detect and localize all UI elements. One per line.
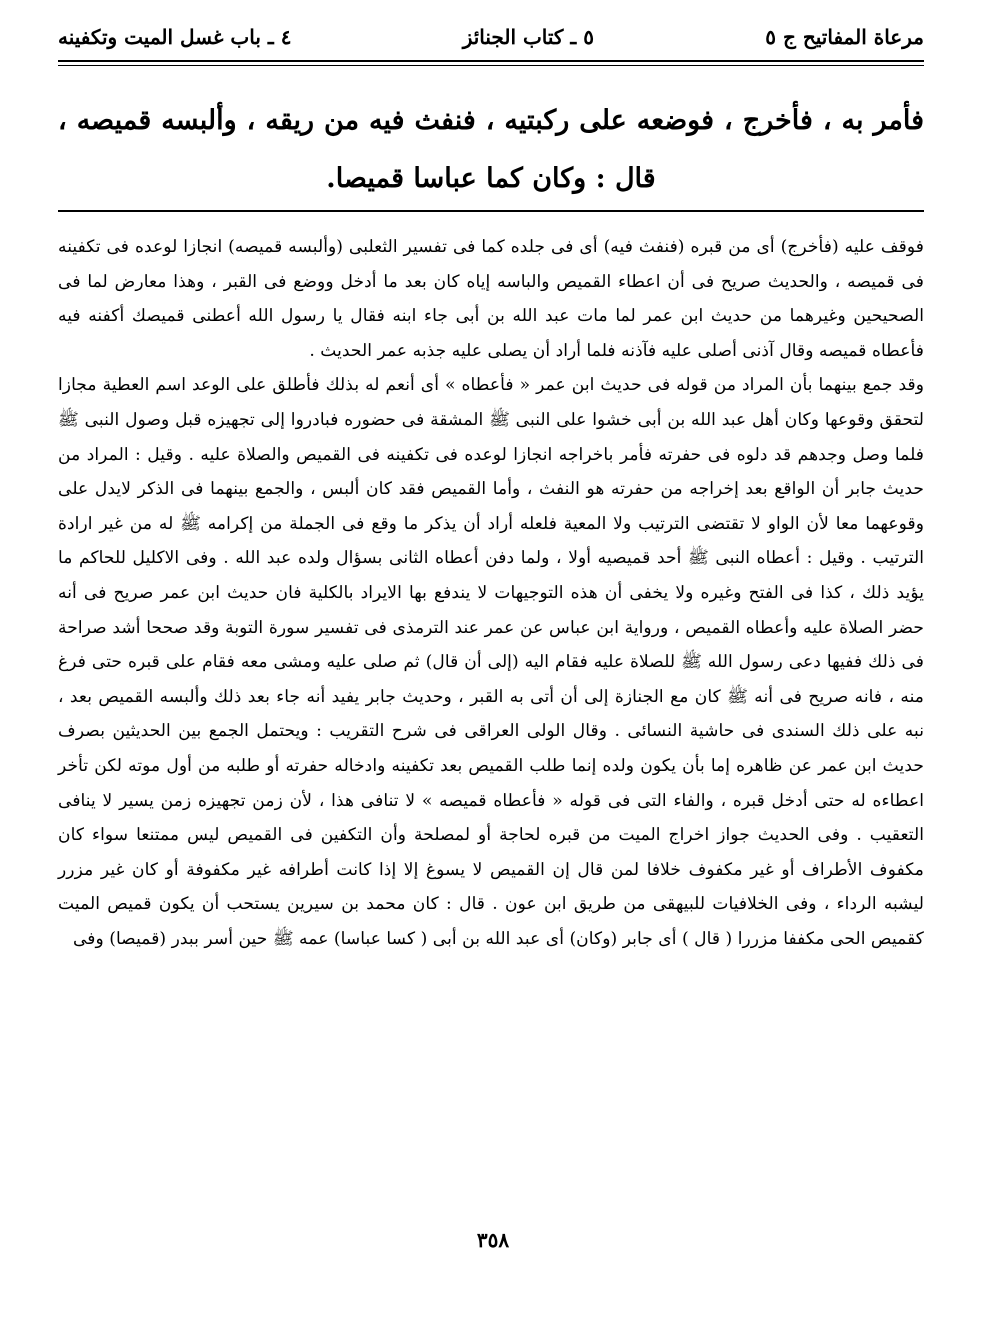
hadith-text: فأمر به ، فأخرج ، فوضعه على ركبتيه ، فنفث فيه من ريقه ، وألبسه قميصه ، قال : وكان كما عباسا قميصا. [58,105,924,194]
commentary-paragraph: فوقف عليه (فأخرج) أى من قبره (فنفث فيه) أى فى جلده كما فى تفسير الثعلبى (وألبسه قميصه) انجازا لوعده فى تكفينه فى قميصه ، والحديث صريح فى أن اعطاء القميص والباسه إياه كان بعد ما أدخل ووضع فى القبر ، وهذا معارض لما فى الصحيحين وغيرهما من حديث ابن عمر لما مات عبد الله بن أبى جاء ابنه فقال يا رسول الله أعطنى قميصك أكفنه فيه فأعطاه قميصه وقال آذنى أصلى عليه فآذنه فلما أراد أن يصلى عليه جذبه عمر الحديث . [58,237,924,361]
page-number: ٣٥٨ [476,1228,510,1252]
running-header [58,14,924,60]
header-rule-thin [58,65,924,66]
header-book-volume: مرعاة المفاتيح ج ٥ [765,25,924,49]
section-separator [58,210,924,212]
commentary-paragraph: وقد جمع بينهما بأن المراد من قوله فى حديث ابن عمر « فأعطاه » أى أنعم له بذلك فأطلق على الوعد اسم العطية مجازا لتحقق وقوعها وكان أهل عبد الله بن أبى خشوا على النبى ﷺ المشقة فى حضوره فبادروا إلى تجهيزه قبل وصول النبى ﷺ فلما وصل وجدهم قد دلوه فى حفرته فأمر باخراجه انجازا لوعده فى تكفينه فى القميص والصلاة عليه . وقيل : المراد من حديث جابر أن الواقع بعد إخراجه من حفرته هو النفث ، وأما القميص فقد كان ألبس ، والجمع بينهما فى الذكر لايدل على وقوعهما معا لأن الواو لا تقتضى الترتيب ولا المعية فلعله أراد أن يذكر ما وقع فى الجملة من إكرامه ﷺ له من غير ارادة الترتيب . وقيل : أعطاه النبى ﷺ أحد قميصيه أولا ، ولما دفن أعطاه الثانى بسؤال ولده عبد الله . وفى الاكليل للحاكم ما يؤيد ذلك ، كذا فى الفتح وغيره ولا يخفى أن هذه التوجيهات لا يندفع بها الايراد بالكلية فان حديث ابن عمر صريح فى أنه حضر الصلاة عليه وأعطاه القميص ، ورواية ابن عباس عن عمر عند الترمذى فى تفسير سورة التوبة وقد صححا أشد صراحة فى ذلك ففيها دعى رسول الله ﷺ للصلاة عليه فقام اليه (إلى أن قال) ثم صلى عليه ومشى معه فقام على قبره حتى فرغ منه ، فانه صريح فى أنه ﷺ كان مع الجنازة إلى أن أتى به القبر ، وحديث جابر يفيد أنه جاء بعد ذلك وألبسه القميص بعد ، نبه على ذلك السندى فى حاشية النسائى . وقال الولى العراقى فى شرح التقريب : ويحتمل الجمع بين الحديثين بصرف حديث ابن عمر عن ظاهره إما بأن يكون ولده إنما طلب القميص بعد تكفينه وادخاله حفرته أو طلبه من أول موته لكن تأخر اعطاءه له حتى أدخل قبره ، والفاء التى فى قوله « فأعطاه قميصه » لا تنافى هذا ، لأن زمن تجهيزه زمن يسير لا ينافى التعقيب . وفى الحديث جواز اخراج الميت من قبره لحاجة أو لمصلحة وأن التكفين فى القميص ليس ممتنعا سواء كان مكفوف الأطراف أو غير مكفوف خلافا لمن قال إن القميص لا يسوغ إلا إذا كانت أطرافه غير مكفوفة أو كان غير مزرر ليشبه الرداء ، وفى الخلافيات للبيهقى من طريق ابن عون . قال : كان محمد بن سيرين يستحب أن يكون قميص الميت كقميص الحى مكففا مزررا ( قال ) أى جابر (وكان) أى عبد الله بن أبى ( كسا عباسا) عمه ﷺ حين أسر ببدر (قميصا) وفى [58,375,924,949]
header-kitab: ٥ ـ كتاب الجنائز [462,25,594,49]
commentary [58,230,924,956]
header-bab: ٤ ـ باب غسل الميت وتكفينه [58,25,292,49]
header-rule-thick [58,60,924,62]
